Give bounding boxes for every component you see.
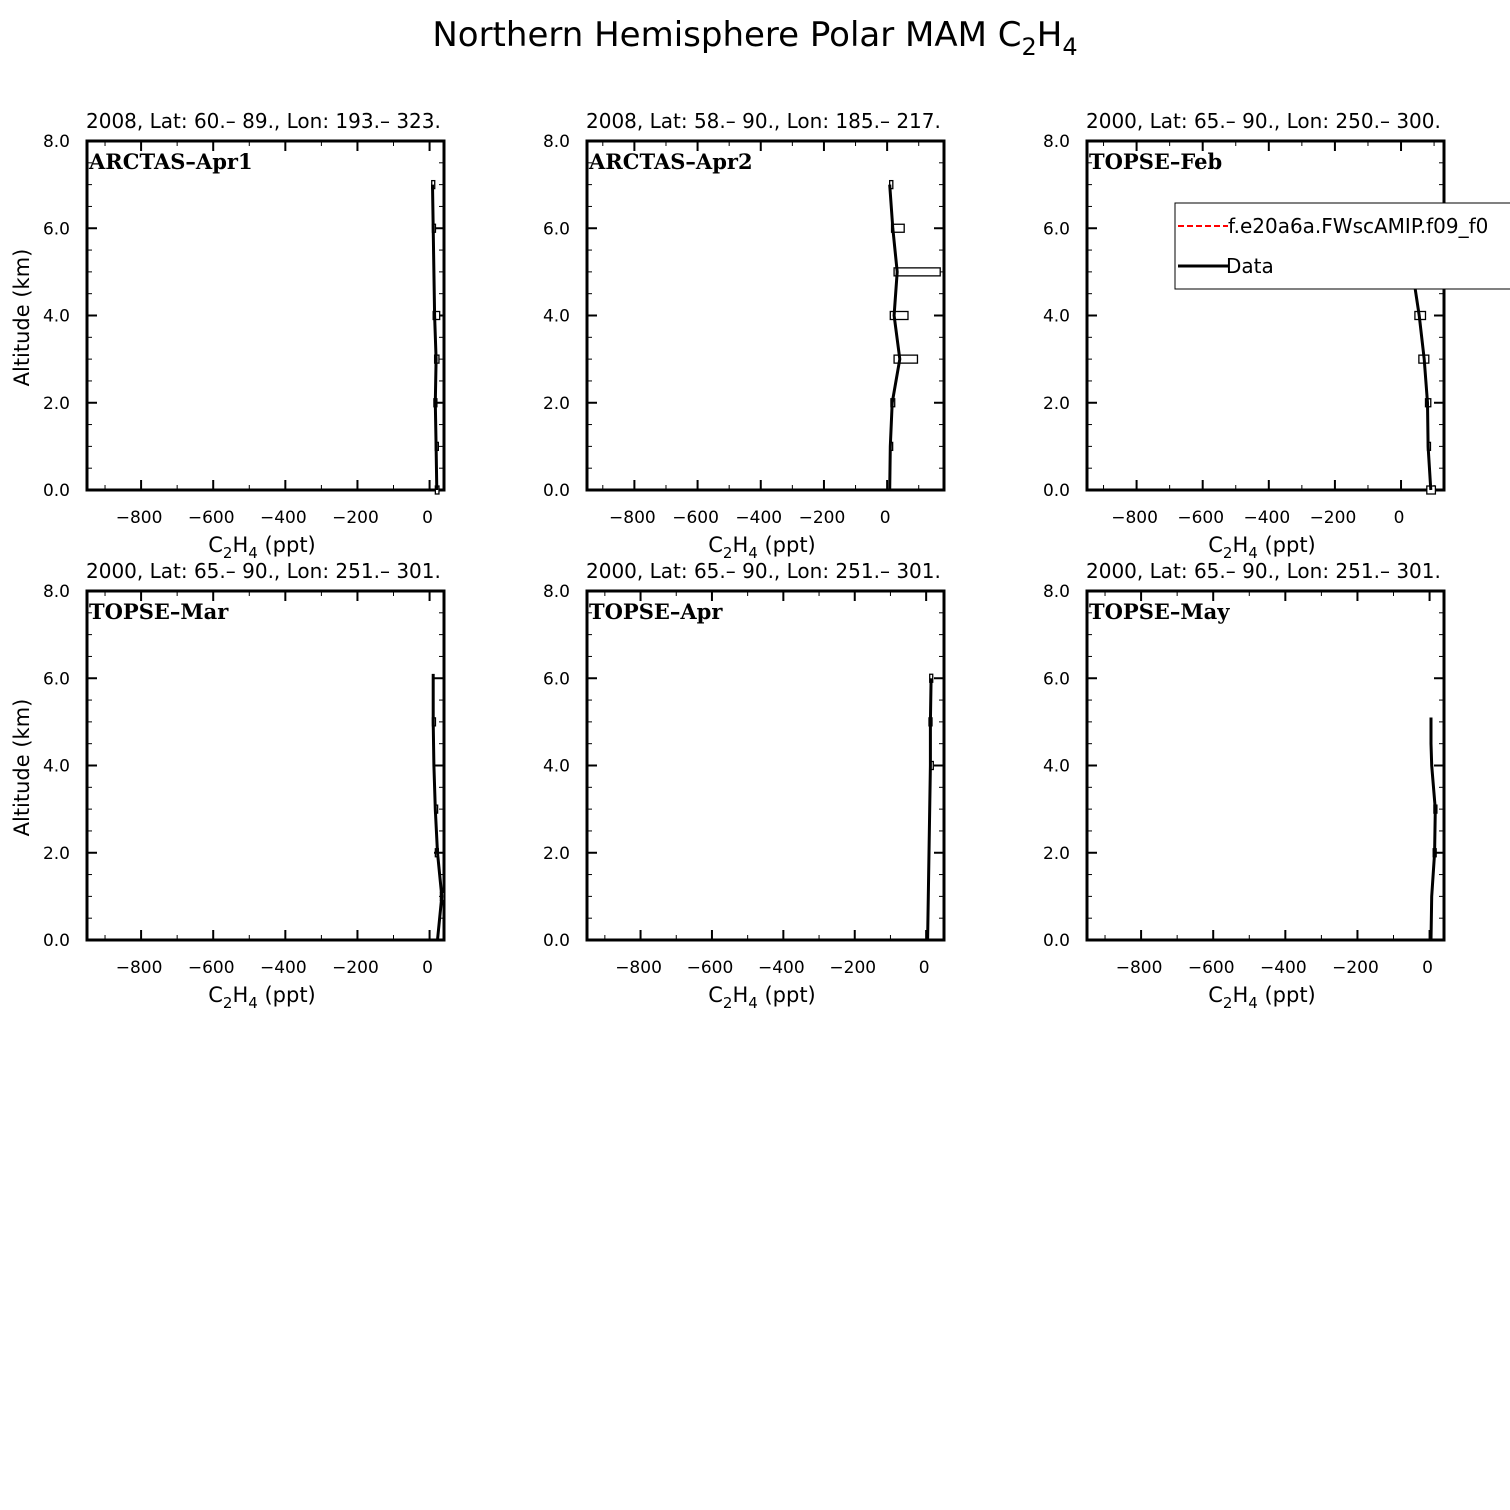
x-axis-title-part: 2 (222, 994, 233, 1012)
y-tick-label: 0.0 (42, 481, 70, 501)
x-tick-label: −600 (187, 958, 235, 978)
x-axis-title-part: (ppt) (757, 983, 816, 1007)
y-tick-label: 6.0 (542, 219, 570, 240)
x-axis-title-part: 2 (1222, 994, 1233, 1012)
panel-subtitle: 2008, Lat: 58.– 90., Lon: 185.– 217. (586, 109, 941, 133)
panel-subtitle: 2000, Lat: 65.– 90., Lon: 250.– 300. (1086, 109, 1441, 133)
y-tick-label: 0.0 (1042, 931, 1070, 951)
x-tick-label: −600 (672, 508, 719, 528)
campaign-label: TOPSE–Feb (1089, 149, 1223, 174)
x-tick-label: −800 (115, 958, 163, 978)
y-tick-label: 6.0 (42, 669, 70, 690)
x-tick-label: −600 (187, 508, 235, 528)
y-tick-label: 0.0 (542, 931, 570, 951)
x-axis-title-part: 4 (248, 994, 258, 1012)
campaign-label: TOPSE–Mar (89, 599, 229, 624)
x-axis-title-part: C (708, 983, 723, 1007)
x-axis-title-part: H (1232, 533, 1249, 557)
y-tick-label: 6.0 (1042, 669, 1070, 690)
x-tick-label: −400 (735, 508, 783, 528)
x-tick-label: −600 (686, 958, 734, 978)
legend (1175, 203, 1510, 289)
x-tick-label: −200 (332, 508, 379, 528)
y-tick-label: 0.0 (542, 481, 570, 501)
y-tick-label: 8.0 (542, 582, 570, 602)
y-tick-label: 4.0 (42, 756, 70, 777)
x-tick-label: −800 (1111, 508, 1158, 528)
x-tick-label: −800 (615, 958, 662, 978)
x-axis-title-part: 2 (222, 544, 233, 562)
x-tick-label: −600 (1187, 958, 1235, 978)
x-tick-label: −800 (1115, 958, 1163, 978)
x-tick-label: −600 (1177, 508, 1225, 528)
x-tick-label: −200 (1309, 508, 1357, 528)
x-axis-title-part: 4 (748, 994, 758, 1012)
x-axis-title-part: C (708, 533, 723, 557)
x-tick-label: −400 (1243, 508, 1291, 528)
x-axis-title-part: 2 (1222, 544, 1233, 562)
y-tick-label: 2.0 (42, 843, 70, 864)
y-tick-label: 2.0 (542, 843, 570, 864)
campaign-label: ARCTAS–Apr2 (589, 149, 753, 174)
x-tick-label: −200 (332, 958, 379, 978)
y-tick-label: 6.0 (1042, 219, 1070, 240)
x-tick-label: 0 (422, 508, 433, 528)
x-axis-title-part: 4 (248, 544, 258, 562)
x-tick-label: −400 (1259, 958, 1307, 978)
x-tick-label: −400 (259, 508, 307, 528)
y-tick-label: 8.0 (42, 132, 70, 152)
y-tick-label: 0.0 (42, 931, 70, 951)
main-title: Northern Hemisphere Polar MAM $C_2H_4$ (432, 15, 1078, 61)
y-tick-label: 6.0 (42, 219, 70, 240)
y-tick-label: 4.0 (1042, 306, 1070, 327)
y-axis-title: Altitude (km) (10, 248, 34, 387)
panel-subtitle: 2000, Lat: 65.– 90., Lon: 251.– 301. (86, 559, 441, 583)
x-axis-title-part: 4 (1248, 544, 1258, 562)
x-tick-label: 0 (1393, 508, 1405, 528)
x-tick-label: 0 (1422, 958, 1433, 978)
x-axis-title-part: 4 (748, 544, 758, 562)
y-tick-label: 2.0 (542, 393, 570, 414)
panel-subtitle: 2000, Lat: 65.– 90., Lon: 251.– 301. (1086, 559, 1441, 583)
data-box (894, 355, 917, 363)
x-axis-title-part: H (232, 533, 249, 557)
campaign-label: TOPSE–Apr (589, 599, 723, 624)
x-axis-title-part: C (208, 533, 223, 557)
y-tick-label: 8.0 (542, 132, 570, 152)
x-tick-label: −400 (259, 958, 307, 978)
x-axis-title-part: (ppt) (1257, 983, 1316, 1007)
campaign-label: TOPSE–May (1089, 599, 1230, 624)
x-axis-title-part: H (732, 983, 749, 1007)
y-tick-label: 2.0 (1042, 843, 1070, 864)
x-tick-label: 0 (879, 508, 891, 528)
y-tick-label: 4.0 (542, 756, 570, 777)
x-axis-title-part: C (1208, 983, 1223, 1007)
y-tick-label: 2.0 (1042, 393, 1070, 414)
y-tick-label: 8.0 (42, 582, 70, 602)
x-tick-label: −200 (1332, 958, 1379, 978)
y-tick-label: 4.0 (542, 306, 570, 327)
x-axis-title-part: C (1208, 533, 1223, 557)
y-tick-label: 2.0 (42, 393, 70, 414)
y-tick-label: 6.0 (542, 669, 570, 690)
legend-data-label: Data (1226, 254, 1274, 278)
x-tick-label: −800 (609, 508, 656, 528)
y-tick-label: 8.0 (1042, 582, 1070, 602)
y-tick-label: 4.0 (42, 306, 70, 327)
x-tick-label: 0 (918, 958, 930, 978)
x-axis-title-part: (ppt) (757, 533, 816, 557)
x-tick-label: −800 (115, 508, 163, 528)
panel-subtitle: 2000, Lat: 65.– 90., Lon: 251.– 301. (586, 559, 941, 583)
x-axis-title-part: H (1232, 983, 1249, 1007)
x-axis-title-part: C (208, 983, 223, 1007)
y-tick-label: 0.0 (1042, 481, 1070, 501)
x-tick-label: 0 (422, 958, 433, 978)
y-axis-title: Altitude (km) (10, 698, 34, 837)
campaign-label: ARCTAS–Apr1 (89, 149, 253, 174)
x-axis-title-part: H (232, 983, 249, 1007)
x-axis-title-part: 2 (722, 544, 733, 562)
x-axis-title-part: H (732, 533, 749, 557)
x-tick-label: −200 (798, 508, 846, 528)
x-axis-title-part: (ppt) (257, 533, 316, 557)
y-tick-label: 8.0 (1042, 132, 1070, 152)
x-axis-title-part: 2 (722, 994, 733, 1012)
x-tick-label: −400 (757, 958, 805, 978)
x-axis-title-part: 4 (1248, 994, 1258, 1012)
panel-subtitle: 2008, Lat: 60.– 89., Lon: 193.– 323. (86, 109, 441, 133)
y-tick-label: 4.0 (1042, 756, 1070, 777)
x-tick-label: −200 (829, 958, 877, 978)
x-axis-title-part: (ppt) (257, 983, 316, 1007)
legend-model-label: f.e20a6a.FWscAMIP.f09_f0 (1228, 214, 1489, 238)
x-axis-title-part: (ppt) (1257, 533, 1316, 557)
data-box (894, 268, 940, 276)
